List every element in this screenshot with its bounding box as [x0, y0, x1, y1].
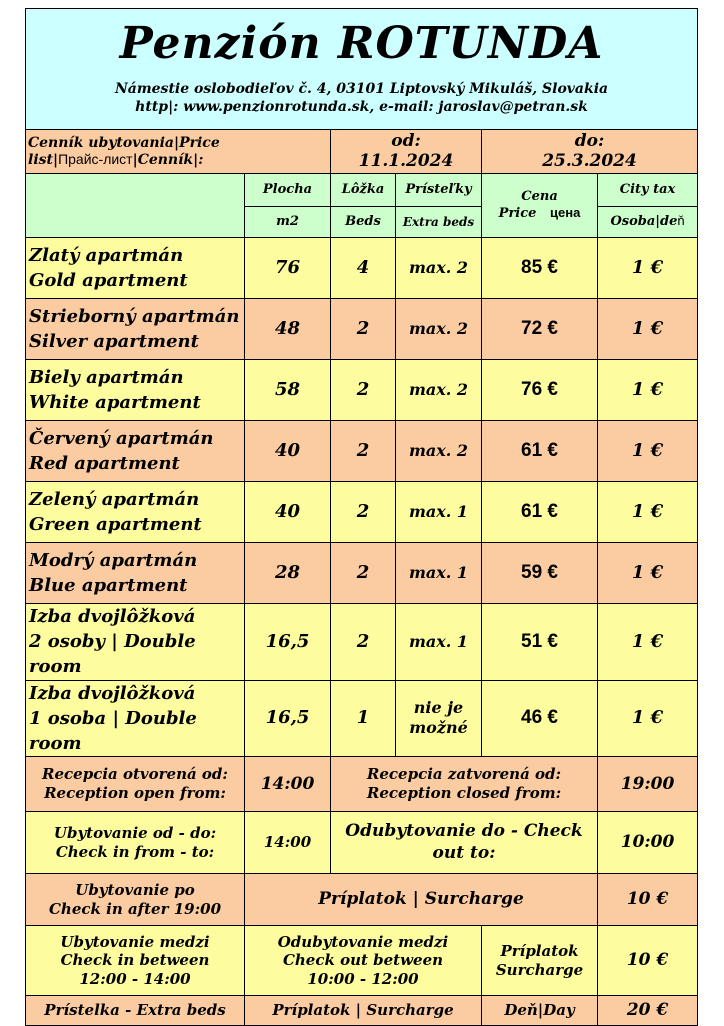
between-price: 10 € — [598, 926, 698, 996]
room-area: 28 — [245, 543, 331, 604]
reception-row — [26, 757, 698, 812]
reception-closed-time: 19:00 — [598, 757, 698, 812]
room-area: 58 — [245, 360, 331, 421]
checkout-time: 10:00 — [598, 812, 698, 874]
room-beds: 2 — [331, 543, 396, 604]
extra-bed-label: Prístelka - Extra beds — [26, 996, 245, 1026]
col-beds-en: Beds — [331, 207, 396, 238]
room-area: 48 — [245, 299, 331, 360]
room-extra: nie je možné — [396, 680, 482, 757]
extra-bed-price: 20 € — [598, 996, 698, 1026]
room-beds: 2 — [331, 604, 396, 681]
room-price: 61 € — [482, 482, 598, 543]
room-tax: 1 € — [598, 421, 698, 482]
room-extra: max. 2 — [396, 421, 482, 482]
room-price: 46 € — [482, 680, 598, 757]
col-area-header: Plocha — [245, 174, 331, 207]
page-title: Penzión ROTUNDA — [119, 18, 604, 69]
reception-closed-label: Recepcia zatvorená od: Reception closed from: — [331, 757, 598, 812]
room-tax: 1 € — [598, 543, 698, 604]
col-area-unit: m2 — [245, 207, 331, 238]
room-area: 16,5 — [245, 604, 331, 681]
room-tax: 1 € — [598, 360, 698, 421]
room-name: Zlatý apartmán Gold apartment — [26, 238, 245, 299]
date-to: do: 25.3.2024 — [482, 130, 698, 174]
checkin-row — [26, 812, 698, 874]
late-checkin-surcharge: Príplatok | Surcharge — [245, 874, 598, 926]
table-row — [26, 360, 698, 421]
header-blank — [26, 174, 245, 238]
reception-open-label: Recepcia otvorená od: Reception open from: — [26, 757, 245, 812]
table-row — [26, 680, 698, 757]
room-price: 51 € — [482, 604, 598, 681]
room-name: Modrý apartmán Blue apartment — [26, 543, 245, 604]
late-checkin-price: 10 € — [598, 874, 698, 926]
room-extra: max. 2 — [396, 360, 482, 421]
room-extra: max. 1 — [396, 543, 482, 604]
checkin-between-label: Ubytovanie medzi Check in between 12:00 - 14:00 — [26, 926, 245, 996]
room-beds: 4 — [331, 238, 396, 299]
between-surcharge: Príplatok Surcharge — [482, 926, 598, 996]
table-row — [26, 543, 698, 604]
checkin-time: 14:00 — [245, 812, 331, 874]
col-extra-header: Prísteľky — [396, 174, 482, 207]
room-beds: 2 — [331, 360, 396, 421]
room-price: 76 € — [482, 360, 598, 421]
room-tax: 1 € — [598, 238, 698, 299]
room-extra: max. 1 — [396, 604, 482, 681]
room-extra: max. 2 — [396, 238, 482, 299]
contact-line: http|: www.penzionrotunda.sk, e-mail: jaroslav@petran.sk — [135, 98, 588, 115]
price-list-label: Cenník ubytovania|Price list|Прайс-лист|Cenník|: — [26, 130, 331, 174]
room-area: 16,5 — [245, 680, 331, 757]
col-tax-unit: Osoba|deň — [598, 207, 698, 238]
extra-bed-surcharge: Príplatok | Surcharge — [245, 996, 482, 1026]
room-tax: 1 € — [598, 299, 698, 360]
room-name: Strieborný apartmán Silver apartment — [26, 299, 245, 360]
room-name: Izba dvojlôžková 2 osoby | Double room — [26, 604, 245, 681]
room-extra: max. 2 — [396, 299, 482, 360]
room-beds: 2 — [331, 299, 396, 360]
room-beds: 2 — [331, 482, 396, 543]
room-tax: 1 € — [598, 604, 698, 681]
col-tax-header: City tax — [598, 174, 698, 207]
room-area: 40 — [245, 482, 331, 543]
address: Námestie oslobodieľov č. 4, 03101 Liptovský Mikuláš, Slovakia — [114, 81, 609, 97]
room-name: Zelený apartmán Green apartment — [26, 482, 245, 543]
header — [26, 9, 698, 130]
room-name: Izba dvojlôžková 1 osoba | Double room — [26, 680, 245, 757]
col-price-header: Cena Price цена — [482, 174, 598, 238]
checkin-label: Ubytovanie od - do: Check in from - to: — [26, 812, 245, 874]
table-row — [26, 604, 698, 681]
room-tax: 1 € — [598, 482, 698, 543]
checkout-label: Odubytovanie do - Check out to: — [331, 812, 598, 874]
room-name: Červený apartmán Red apartment — [26, 421, 245, 482]
room-tax: 1 € — [598, 680, 698, 757]
room-beds: 1 — [331, 680, 396, 757]
between-row — [26, 926, 698, 996]
late-checkin-label: Ubytovanie po Check in after 19:00 — [26, 874, 245, 926]
col-extra-en: Extra beds — [396, 207, 482, 238]
table-row — [26, 238, 698, 299]
late-checkin-row — [26, 874, 698, 926]
table-row — [26, 299, 698, 360]
room-area: 40 — [245, 421, 331, 482]
checkout-between-label: Odubytovanie medzi Check out between 10:00 - 12:00 — [245, 926, 482, 996]
room-price: 85 € — [482, 238, 598, 299]
table-row — [26, 482, 698, 543]
table-row — [26, 421, 698, 482]
room-area: 76 — [245, 238, 331, 299]
room-price: 72 € — [482, 299, 598, 360]
room-price: 59 € — [482, 543, 598, 604]
extra-bed-row — [26, 996, 698, 1026]
room-price: 61 € — [482, 421, 598, 482]
room-beds: 2 — [331, 421, 396, 482]
date-from: od: 11.1.2024 — [331, 130, 482, 174]
room-name: Biely apartmán White apartment — [26, 360, 245, 421]
reception-open-time: 14:00 — [245, 757, 331, 812]
price-list-table — [25, 8, 698, 1026]
room-extra: max. 1 — [396, 482, 482, 543]
col-beds-header: Lôžka — [331, 174, 396, 207]
extra-bed-unit: Deň|Day — [482, 996, 598, 1026]
